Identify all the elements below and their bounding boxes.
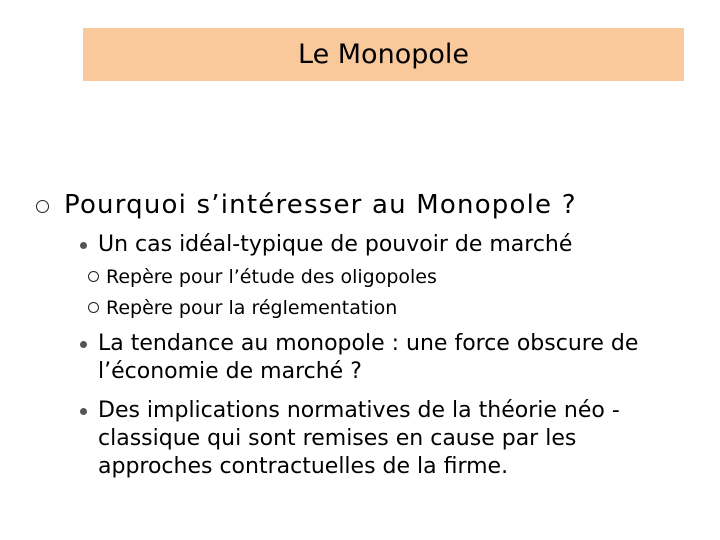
ring-bullet-icon xyxy=(88,271,99,282)
dot-bullet-icon xyxy=(80,341,87,348)
ring-bullet-icon xyxy=(36,200,49,213)
sub-sub-point-text: Repère pour l’étude des oligopoles xyxy=(106,266,437,288)
dot-bullet-icon xyxy=(80,408,87,415)
sub-point-text: Un cas idéal-typique de pouvoir de marché xyxy=(98,232,573,257)
ring-bullet-icon xyxy=(88,302,99,313)
sub-point-text: Des implications normatives de la théorie néo -classique qui sont remises en cause par les approches contractuelles de la firme. xyxy=(98,398,620,479)
dot-bullet-icon xyxy=(80,242,87,249)
slide-title: Le Monopole xyxy=(298,39,469,70)
sub-sub-point-text: Repère pour la réglementation xyxy=(106,297,398,319)
main-point-text: Pourquoi s’intéresser au Monopole ? xyxy=(64,190,577,220)
sub-point-text: La tendance au monopole : une force obscure de l’économie de marché ? xyxy=(98,331,639,384)
